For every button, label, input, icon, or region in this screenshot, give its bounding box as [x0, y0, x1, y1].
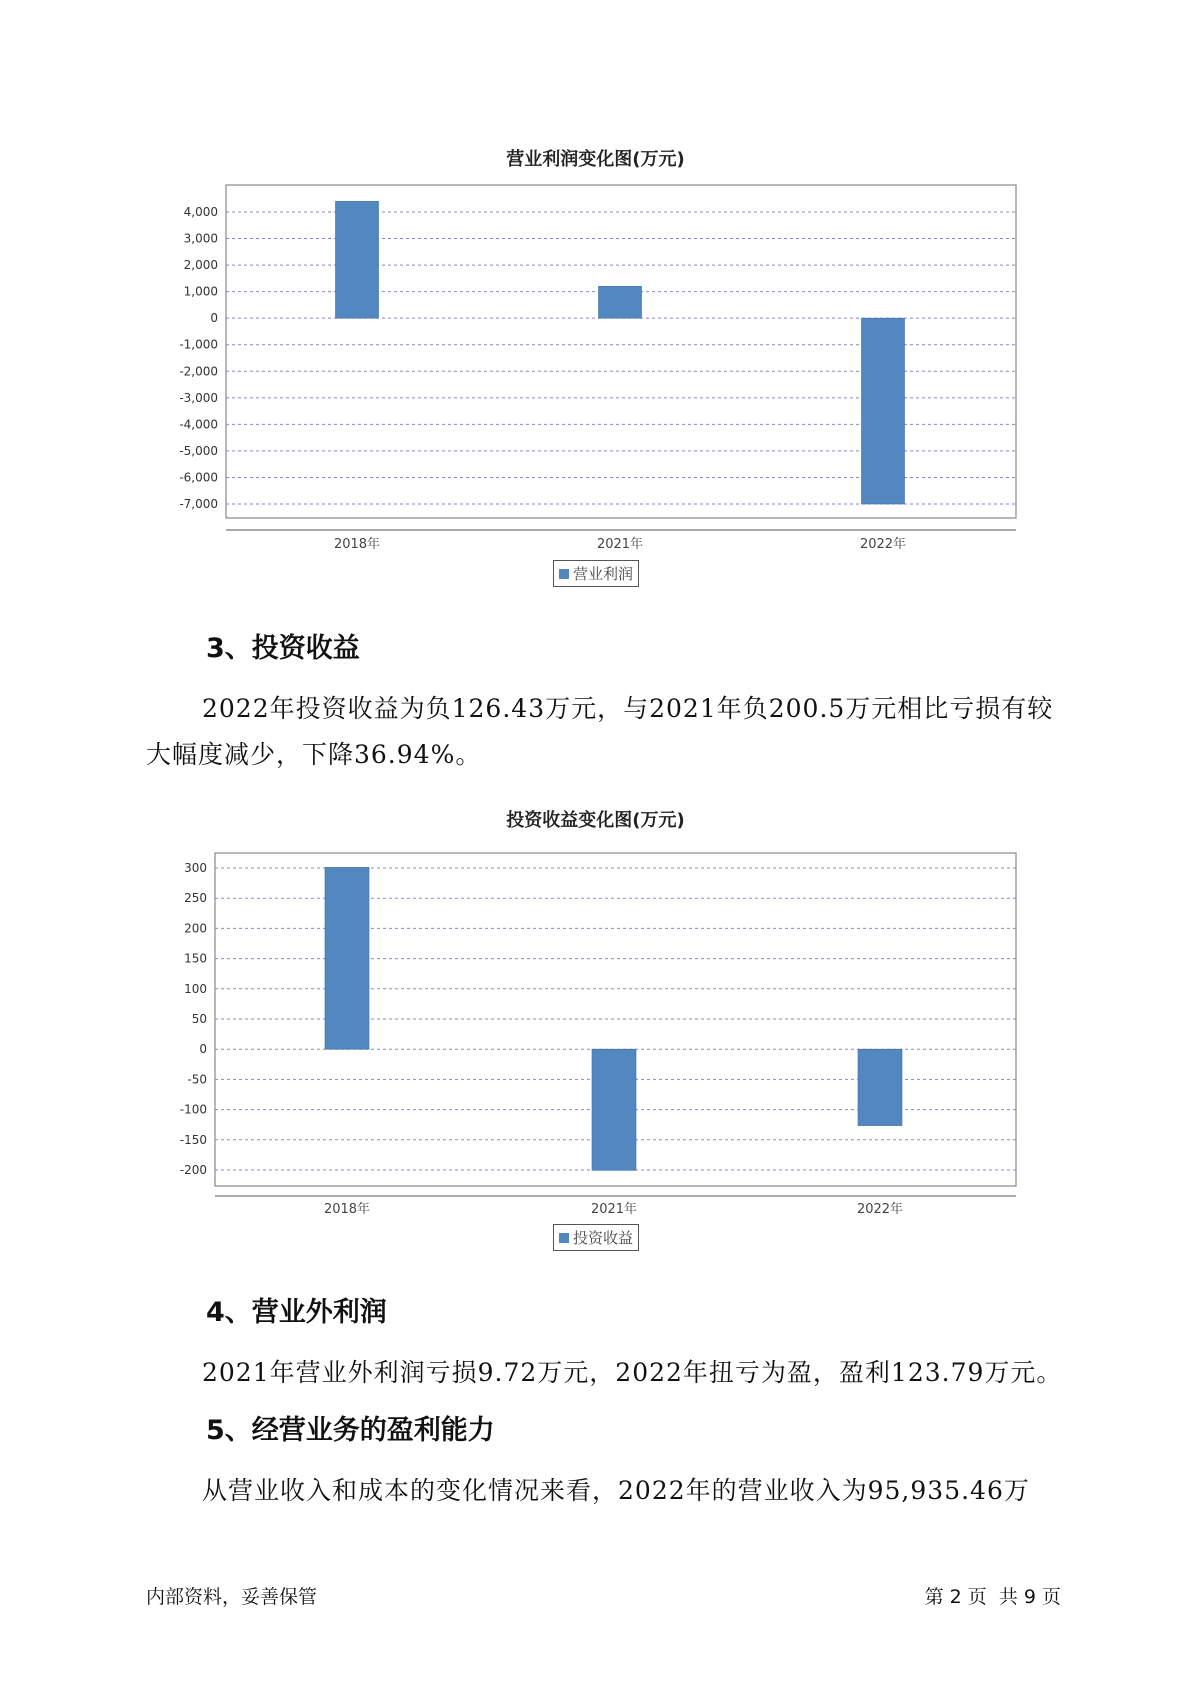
bar-2018年 [325, 867, 369, 1049]
bar-2021年 [599, 286, 642, 318]
x-tick-label: 2022年 [856, 1202, 904, 1217]
x-tick-label: 2021年 [590, 1202, 638, 1217]
y-tick-label: -100 [179, 1102, 207, 1117]
y-tick-label: -2,000 [179, 364, 218, 379]
y-tick-label: -6,000 [179, 470, 218, 485]
x-tick-label: 2022年 [859, 537, 907, 552]
section3-heading: 3、投资收益 [206, 633, 360, 664]
bar-2022年 [858, 1049, 902, 1125]
section4-heading: 4、营业外利润 [206, 1297, 387, 1328]
legend-swatch [559, 569, 569, 579]
y-tick-label: -4,000 [179, 417, 218, 432]
y-tick-label: -150 [179, 1132, 207, 1147]
x-tick-label: 2018年 [333, 537, 381, 552]
x-tick-label: 2021年 [596, 537, 644, 552]
section4-line1: 2021年营业外利润亏损9.72万元，2022年扭亏为盈，盈利123.79万元。 [202, 1358, 1063, 1387]
section3-line2: 大幅度减少，下降36.94%。 [146, 740, 482, 769]
footer-confidential: 内部资料，妥善保管 [146, 1586, 318, 1608]
section3-paragraph [146, 686, 1066, 778]
y-tick-label: -3,000 [179, 390, 218, 405]
x-tick-label: 2018年 [323, 1202, 371, 1217]
chart2-title: 投资收益变化图(万元) [506, 810, 685, 831]
y-tick-label: -50 [187, 1072, 207, 1087]
legend-swatch [559, 1233, 569, 1243]
chart1-legend [553, 560, 639, 587]
y-tick-label: 150 [184, 951, 207, 966]
y-tick-label: 300 [184, 861, 207, 875]
y-tick-label: -200 [179, 1163, 207, 1177]
y-tick-label: 2,000 [183, 258, 218, 273]
section5-heading: 5、经营业务的盈利能力 [206, 1415, 495, 1446]
y-tick-label: 3,000 [183, 231, 218, 246]
y-tick-label: 1,000 [183, 284, 218, 299]
bar-2018年 [336, 201, 379, 318]
y-tick-label: 4,000 [183, 205, 218, 219]
section3-line1: 2022年投资收益为负126.43万元，与2021年负200.5万元相比亏损有较 [202, 694, 1054, 723]
chart2-legend-label: 投资收益 [573, 1229, 634, 1247]
y-tick-label: -7,000 [179, 497, 218, 511]
operating-profit-chart [0, 180, 1191, 552]
section5-line1: 从营业收入和成本的变化情况来看，2022年的营业收入为95,935.46万 [202, 1476, 1030, 1505]
section4-paragraph [146, 1350, 1066, 1396]
y-tick-label: 250 [184, 891, 207, 906]
y-tick-label: -1,000 [179, 337, 218, 352]
y-tick-label: 50 [191, 1012, 207, 1026]
y-tick-label: 100 [184, 981, 207, 996]
footer-page-number: 第 2 页 共 9 页 [924, 1586, 1061, 1608]
bar-2021年 [592, 1049, 636, 1170]
investment-income-chart [0, 843, 1191, 1217]
y-tick-label: -5,000 [179, 443, 218, 458]
section5-paragraph [146, 1468, 1066, 1514]
chart2-legend [553, 1224, 639, 1251]
bar-2022年 [862, 318, 905, 504]
y-tick-label: 0 [199, 1042, 207, 1057]
y-tick-label: 200 [184, 921, 207, 936]
chart1-legend-label: 营业利润 [573, 565, 634, 583]
chart1-title: 营业利润变化图(万元) [506, 149, 685, 170]
y-tick-label: 0 [210, 311, 218, 326]
